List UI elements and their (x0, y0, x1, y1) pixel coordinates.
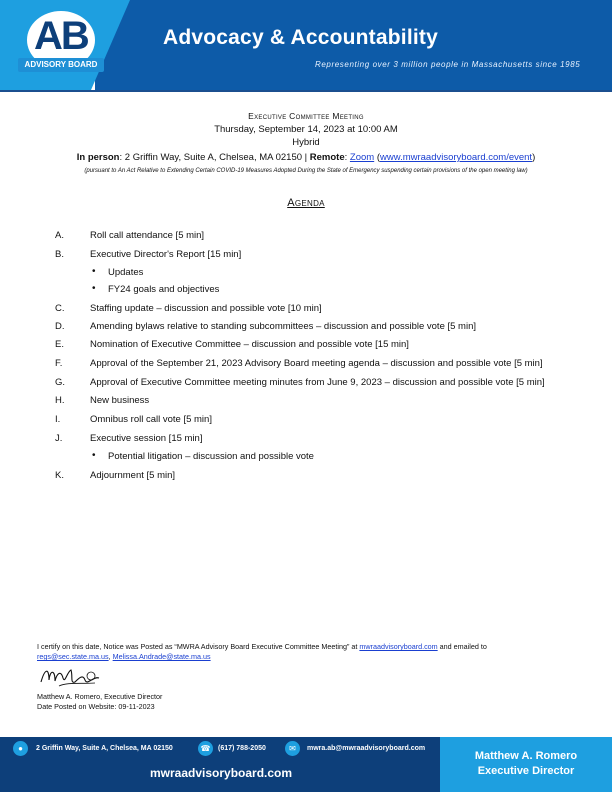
bullet-icon: • (92, 283, 96, 294)
agenda-item (0, 358, 612, 372)
site-close: ) (532, 152, 536, 163)
signature-image (37, 664, 107, 690)
phone-icon: ☎ (198, 741, 213, 756)
remote-label: Remote (309, 152, 345, 163)
agenda-text: Roll call attendance [5 min] (90, 230, 205, 241)
site-open: ( (374, 152, 381, 163)
agenda-text: Approval of the September 21, 2023 Advisory Board meeting agenda – discussion and possible vote [5 min] (90, 358, 543, 369)
agenda-subtext: Updates (108, 267, 144, 278)
agenda-item (0, 395, 612, 409)
posted-date: Date Posted on Website: 09-11-2023 (37, 702, 155, 711)
in-person-address: : 2 Griffin Way, Suite A, Chelsea, MA 02150 | (119, 152, 310, 163)
logo-banner: ADVISORY BOARD (18, 58, 104, 72)
email-icon: ✉ (285, 741, 300, 756)
melissa-email-link[interactable]: Melissa.Andrade@state.ma.us (112, 652, 211, 661)
location-pin-icon: ● (13, 741, 28, 756)
agenda-item (0, 339, 612, 353)
agenda-text: Approval of Executive Committee meeting minutes from June 9, 2023 – discussion and possible vote [5 min] (90, 377, 545, 388)
agenda-text: Adjournment [5 min] (90, 470, 176, 481)
agenda-text: New business (90, 395, 150, 406)
cert-separator: , (108, 652, 113, 661)
cert-text: and emailed to (437, 642, 487, 651)
bullet-icon: • (92, 266, 96, 277)
regs-email-link[interactable]: regs@sec.state.ma.us (37, 652, 109, 661)
agenda-text: Executive session [15 min] (90, 433, 203, 444)
agenda-item (0, 433, 612, 447)
agenda-text: Nomination of Executive Committee – discussion and possible vote [15 min] (90, 339, 409, 350)
agenda-text: Staffing update – discussion and possible vote [10 min] (90, 303, 322, 314)
logo-letters: AB (34, 14, 88, 58)
zoom-link[interactable]: Zoom (349, 152, 375, 163)
agenda-item (0, 249, 612, 263)
header-title: Advocacy & Accountability (163, 26, 438, 49)
header-divider (0, 90, 612, 92)
agenda-letter: C. (55, 303, 65, 314)
agenda-item (0, 303, 612, 317)
agenda-item (0, 414, 612, 428)
footer-director-role: Executive Director (477, 765, 575, 777)
page-header (0, 0, 612, 92)
meeting-legal-note: (pursuant to An Act Relative to Extending Certain COVID-19 Measures Adopted During the State of Emergency suspending certain provisions of the open meeting law) (84, 168, 528, 174)
agenda-letter: H. (55, 395, 65, 406)
agenda-item (0, 470, 612, 484)
advisory-board-logo (18, 8, 104, 80)
agenda-item (0, 377, 612, 391)
agenda-letter: D. (55, 321, 65, 332)
agenda-letter: K. (55, 470, 64, 481)
footer-website[interactable]: mwraadvisoryboard.com (150, 766, 293, 780)
cert-text: I certify on this date, Notice was Posted as “MWRA Advisory Board Executive Committee Meeting” at (37, 642, 360, 651)
event-site-link[interactable]: www.mwraadvisoryboard.com/event (380, 152, 533, 163)
footer-email[interactable]: mwra.ab@mwraadvisoryboard.com (307, 745, 426, 752)
footer-phone[interactable]: (617) 788-2050 (218, 745, 266, 752)
bullet-icon: • (92, 450, 96, 461)
agenda-letter: I. (55, 414, 61, 425)
agenda-subitem (0, 451, 612, 465)
meeting-title: Executive Committee Meeting (248, 111, 364, 121)
signer-block (37, 692, 162, 712)
agenda-letter: B. (55, 249, 64, 260)
remote-separator: : (344, 152, 350, 163)
agenda-item (0, 230, 612, 244)
in-person-label: In person (76, 152, 120, 163)
agenda-text: Amending bylaws relative to standing subcommittees – discussion and possible vote [5 min] (90, 321, 477, 332)
agenda-letter: G. (55, 377, 66, 388)
agenda-subitem (0, 267, 612, 281)
footer-director-name: Matthew A. Romero (474, 750, 578, 762)
posting-certification (37, 642, 577, 662)
agenda-subitem (0, 284, 612, 298)
agenda-letter: A. (55, 230, 64, 241)
meeting-format: Hybrid (292, 137, 320, 148)
agenda-subtext: FY24 goals and objectives (108, 284, 220, 295)
agenda-letter: F. (55, 358, 63, 369)
header-tagline: Representing over 3 million people in Massachusetts since 1985 (315, 60, 581, 69)
agenda-text: Executive Director's Report [15 min] (90, 249, 242, 260)
agenda-heading: Agenda (287, 197, 325, 209)
agenda-item (0, 321, 612, 335)
agenda-letter: J. (55, 433, 63, 444)
agenda-subtext: Potential litigation – discussion and possible vote (108, 451, 314, 462)
mwra-site-link[interactable]: mwraadvisoryboard.com (359, 642, 438, 651)
agenda-text: Omnibus roll call vote [5 min] (90, 414, 212, 425)
meeting-datetime: Thursday, September 14, 2023 at 10:00 AM (214, 124, 398, 135)
agenda-letter: E. (55, 339, 64, 350)
footer-address: 2 Griffin Way, Suite A, Chelsea, MA 02150 (36, 745, 173, 752)
meeting-location (0, 152, 612, 163)
signer-name: Matthew A. Romero, Executive Director (37, 692, 163, 701)
